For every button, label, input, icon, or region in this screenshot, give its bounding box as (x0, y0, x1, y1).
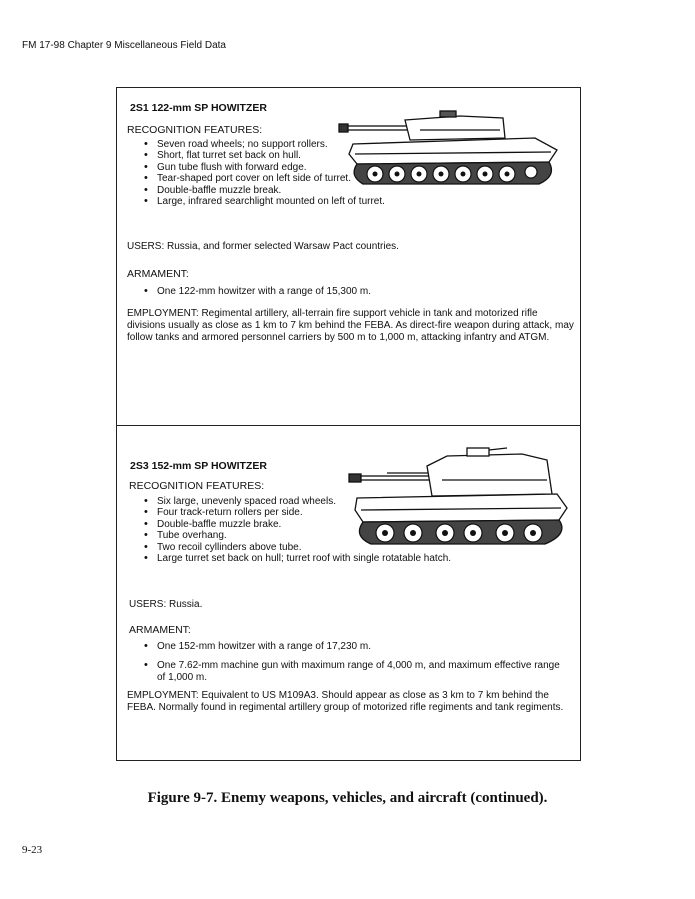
armament-heading: ARMAMENT: (127, 268, 189, 280)
running-head: FM 17-98 Chapter 9 Miscellaneous Field Data (22, 40, 226, 51)
feature-item: • Tear-shaped port cover on left side of turret. (142, 173, 417, 184)
feature-item: • Two recoil cyllinders above tube. (142, 542, 417, 553)
recognition-features-list (142, 496, 452, 565)
feature-item: • Large, infrared searchlight mounted on left of turret. (142, 196, 457, 207)
users-text: USERS: Russia. (129, 599, 203, 610)
feature-item: • Short, flat turret set back on hull. (142, 150, 354, 161)
armament-heading: ARMAMENT: (129, 624, 191, 636)
panel-title: 2S1 122-mm SP HOWITZER (130, 102, 267, 114)
employment-text: EMPLOYMENT: Regimental artillery, all-terrain fire support vehicle in tank and motorized rifle divisions usually as close as 1 km to 7 km behind the FEBA. As direct-fire weapon during attack, may follow tanks and armored personnel carriers by 500 m to 1,000 m, attacking infantry and ATGM. (127, 308, 574, 343)
2s1-howitzer-drawing (335, 110, 565, 192)
employment-text: EMPLOYMENT: Equivalent to US M109A3. Should appear as close as 3 km to 7 km behind the FEBA. Normally found in regimental artillery group of motorized rifle regiments and tank regiments. (127, 690, 564, 713)
feature-item: • Six large, unevenly spaced road wheels. (142, 496, 342, 507)
feature-item: • Gun tube flush with forward edge. (142, 162, 354, 173)
figure-frame (116, 87, 581, 761)
figure-caption: Figure 9-7. Enemy weapons, vehicles, and aircraft (continued). (147, 790, 548, 806)
feature-item: • Four track-return rollers per side. (142, 507, 357, 518)
armament-item: • One 122-mm howitzer with a range of 15,300 m. (142, 286, 562, 297)
feature-item: • Large turret set back on hull; turret roof with single rotatable hatch. (142, 553, 557, 564)
feature-item: • Double-baffle muzzle break. (142, 185, 354, 196)
feature-item: • Seven road wheels; no support rollers. (142, 139, 332, 150)
armament-list (142, 641, 562, 683)
2s3-howitzer-drawing (347, 446, 572, 551)
armament-item: • One 152-mm howitzer with a range of 17,230 m. (142, 641, 562, 652)
panel-2s3 (117, 426, 580, 761)
recognition-heading: RECOGNITION FEATURES: (127, 124, 263, 136)
panel-2s1 (117, 88, 580, 425)
panel-title: 2S3 152-mm SP HOWITZER (130, 460, 267, 472)
feature-item: • Tube overhang. (142, 530, 357, 541)
recognition-heading: RECOGNITION FEATURES: (129, 480, 265, 492)
armament-list (142, 286, 562, 297)
armament-item: • One 7.62-mm machine gun with maximum range of 4,000 m, and maximum effective range of 1,000 m. (142, 660, 562, 683)
users-text: USERS: Russia, and former selected Warsaw Pact countries. (127, 241, 399, 252)
page-number: 9-23 (22, 844, 43, 856)
recognition-features-list (142, 139, 385, 208)
feature-item: • Double-baffle muzzle brake. (142, 519, 357, 530)
